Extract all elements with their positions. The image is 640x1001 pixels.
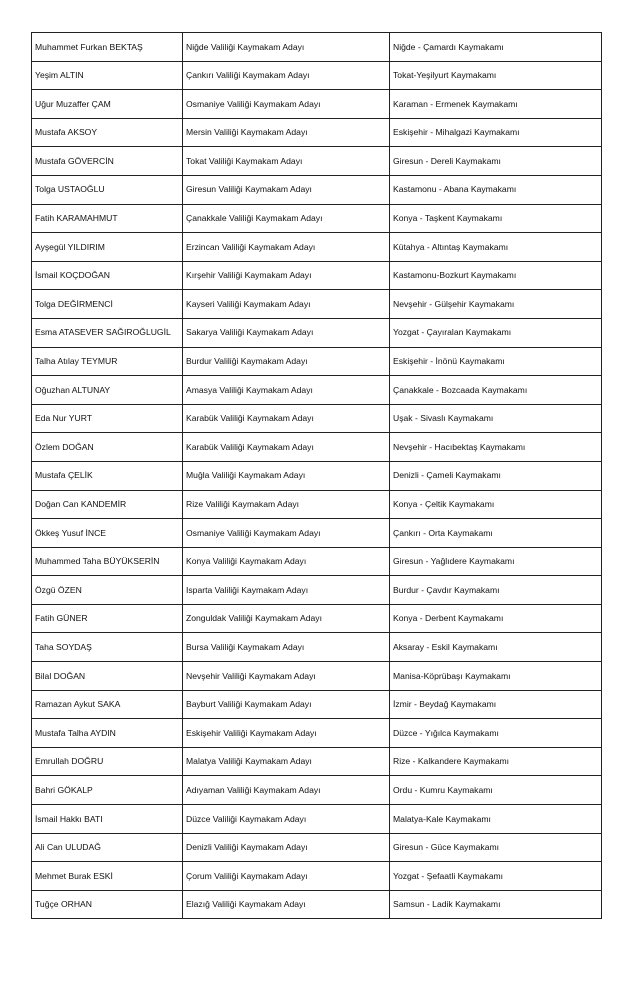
candidacy-cell: Çankırı Valiliği Kaymakam Adayı [183,61,390,90]
candidacy-cell: Nevşehir Valiliği Kaymakam Adayı [183,662,390,691]
candidacy-cell: Sakarya Valiliği Kaymakam Adayı [183,318,390,347]
appointment-table [31,32,602,919]
table-row [32,33,602,62]
table-row [32,719,602,748]
candidacy-cell: Karabük Valiliği Kaymakam Adayı [183,404,390,433]
candidacy-cell: Giresun Valiliği Kaymakam Adayı [183,175,390,204]
name-cell: Yeşim ALTIN [32,61,183,90]
candidacy-cell: Tokat Valiliği Kaymakam Adayı [183,147,390,176]
table-row [32,261,602,290]
table-row [32,290,602,319]
post-cell: Yozgat - Şefaatli Kaymakamı [390,862,602,891]
post-cell: Malatya-Kale Kaymakamı [390,805,602,834]
table-row [32,662,602,691]
post-cell: Kastamonu-Bozkurt Kaymakamı [390,261,602,290]
post-cell: Tokat-Yeşilyurt Kaymakamı [390,61,602,90]
post-cell: Çankırı - Orta Kaymakamı [390,519,602,548]
candidacy-cell: Burdur Valiliği Kaymakam Adayı [183,347,390,376]
post-cell: Nevşehir - Hacıbektaş Kaymakamı [390,433,602,462]
name-cell: İsmail Hakkı BATI [32,805,183,834]
candidacy-cell: Bursa Valiliği Kaymakam Adayı [183,633,390,662]
post-cell: Burdur - Çavdır Kaymakamı [390,576,602,605]
table-row [32,890,602,919]
candidacy-cell: Muğla Valiliği Kaymakam Adayı [183,461,390,490]
name-cell: Özgü ÖZEN [32,576,183,605]
post-cell: Niğde - Çamardı Kaymakamı [390,33,602,62]
name-cell: Mustafa AKSOY [32,118,183,147]
post-cell: Manisa-Köprübaşı Kaymakamı [390,662,602,691]
table-body [32,33,602,919]
candidacy-cell: Çanakkale Valiliği Kaymakam Adayı [183,204,390,233]
name-cell: Ali Can ULUDAĞ [32,833,183,862]
post-cell: Denizli - Çameli Kaymakamı [390,461,602,490]
name-cell: Mustafa GÖVERCİN [32,147,183,176]
post-cell: Eskişehir - İnönü Kaymakamı [390,347,602,376]
candidacy-cell: Kırşehir Valiliği Kaymakam Adayı [183,261,390,290]
post-cell: Kastamonu - Abana Kaymakamı [390,175,602,204]
name-cell: Ayşegül YILDIRIM [32,233,183,262]
post-cell: Konya - Taşkent Kaymakamı [390,204,602,233]
candidacy-cell: Erzincan Valiliği Kaymakam Adayı [183,233,390,262]
table-row [32,376,602,405]
table-row [32,633,602,662]
name-cell: Muhammet Furkan BEKTAŞ [32,33,183,62]
candidacy-cell: Konya Valiliği Kaymakam Adayı [183,547,390,576]
table-row [32,604,602,633]
name-cell: Eda Nur YURT [32,404,183,433]
candidacy-cell: Düzce Valiliği Kaymakam Adayı [183,805,390,834]
name-cell: Tuğçe ORHAN [32,890,183,919]
candidacy-cell: Amasya Valiliği Kaymakam Adayı [183,376,390,405]
name-cell: Ramazan Aykut SAKA [32,690,183,719]
candidacy-cell: Eskişehir Valiliği Kaymakam Adayı [183,719,390,748]
candidacy-cell: Osmaniye Valiliği Kaymakam Adayı [183,519,390,548]
candidacy-cell: Malatya Valiliği Kaymakam Adayı [183,747,390,776]
candidacy-cell: Osmaniye Valiliği Kaymakam Adayı [183,90,390,119]
table-row [32,61,602,90]
name-cell: Tolga DEĞİRMENCİ [32,290,183,319]
table-row [32,318,602,347]
name-cell: Emrullah DOĞRU [32,747,183,776]
name-cell: Bilal DOĞAN [32,662,183,691]
candidacy-cell: Niğde Valiliği Kaymakam Adayı [183,33,390,62]
post-cell: Rize - Kalkandere Kaymakamı [390,747,602,776]
table-row [32,175,602,204]
post-cell: Ordu - Kumru Kaymakamı [390,776,602,805]
table-row [32,118,602,147]
table-row [32,233,602,262]
candidacy-cell: Adıyaman Valiliği Kaymakam Adayı [183,776,390,805]
name-cell: Mehmet Burak ESKİ [32,862,183,891]
name-cell: Esma ATASEVER SAĞIROĞLUGİL [32,318,183,347]
name-cell: Mustafa ÇELİK [32,461,183,490]
post-cell: Konya - Çeltik Kaymakamı [390,490,602,519]
table-row [32,547,602,576]
table-row [32,90,602,119]
candidacy-cell: Mersin Valiliği Kaymakam Adayı [183,118,390,147]
name-cell: İsmail KOÇDOĞAN [32,261,183,290]
name-cell: Talha Atılay TEYMUR [32,347,183,376]
post-cell: Uşak - Sivaslı Kaymakamı [390,404,602,433]
candidacy-cell: Kayseri Valiliği Kaymakam Adayı [183,290,390,319]
table-row [32,690,602,719]
name-cell: Oğuzhan ALTUNAY [32,376,183,405]
name-cell: Fatih KARAMAHMUT [32,204,183,233]
table-row [32,204,602,233]
post-cell: Giresun - Dereli Kaymakamı [390,147,602,176]
name-cell: Mustafa Talha AYDIN [32,719,183,748]
table-row [32,433,602,462]
table-row [32,461,602,490]
post-cell: Karaman - Ermenek Kaymakamı [390,90,602,119]
post-cell: İzmir - Beydağ Kaymakamı [390,690,602,719]
table-row [32,862,602,891]
table-row [32,747,602,776]
post-cell: Konya - Derbent Kaymakamı [390,604,602,633]
post-cell: Nevşehir - Gülşehir Kaymakamı [390,290,602,319]
table-row [32,519,602,548]
post-cell: Eskişehir - Mihalgazi Kaymakamı [390,118,602,147]
table-row [32,576,602,605]
name-cell: Bahri GÖKALP [32,776,183,805]
name-cell: Muhammed Taha BÜYÜKSERİN [32,547,183,576]
post-cell: Giresun - Güce Kaymakamı [390,833,602,862]
name-cell: Taha SOYDAŞ [32,633,183,662]
candidacy-cell: Karabük Valiliği Kaymakam Adayı [183,433,390,462]
post-cell: Samsun - Ladik Kaymakamı [390,890,602,919]
table-row [32,404,602,433]
candidacy-cell: Bayburt Valiliği Kaymakam Adayı [183,690,390,719]
table-row [32,490,602,519]
table-row [32,147,602,176]
name-cell: Özlem DOĞAN [32,433,183,462]
table-row [32,347,602,376]
name-cell: Doğan Can KANDEMİR [32,490,183,519]
post-cell: Giresun - Yağlıdere Kaymakamı [390,547,602,576]
candidacy-cell: Çorum Valiliği Kaymakam Adayı [183,862,390,891]
post-cell: Düzce - Yığılca Kaymakamı [390,719,602,748]
name-cell: Uğur Muzaffer ÇAM [32,90,183,119]
name-cell: Fatih GÜNER [32,604,183,633]
candidacy-cell: Isparta Valiliği Kaymakam Adayı [183,576,390,605]
name-cell: Ökkeş Yusuf İNCE [32,519,183,548]
table-row [32,776,602,805]
table-row [32,805,602,834]
candidacy-cell: Denizli Valiliği Kaymakam Adayı [183,833,390,862]
candidacy-cell: Elazığ Valiliği Kaymakam Adayı [183,890,390,919]
table-row [32,833,602,862]
post-cell: Aksaray - Eskil Kaymakamı [390,633,602,662]
candidacy-cell: Rize Valiliği Kaymakam Adayı [183,490,390,519]
post-cell: Kütahya - Altıntaş Kaymakamı [390,233,602,262]
post-cell: Çanakkale - Bozcaada Kaymakamı [390,376,602,405]
name-cell: Tolga USTAOĞLU [32,175,183,204]
post-cell: Yozgat - Çayıralan Kaymakamı [390,318,602,347]
candidacy-cell: Zonguldak Valiliği Kaymakam Adayı [183,604,390,633]
